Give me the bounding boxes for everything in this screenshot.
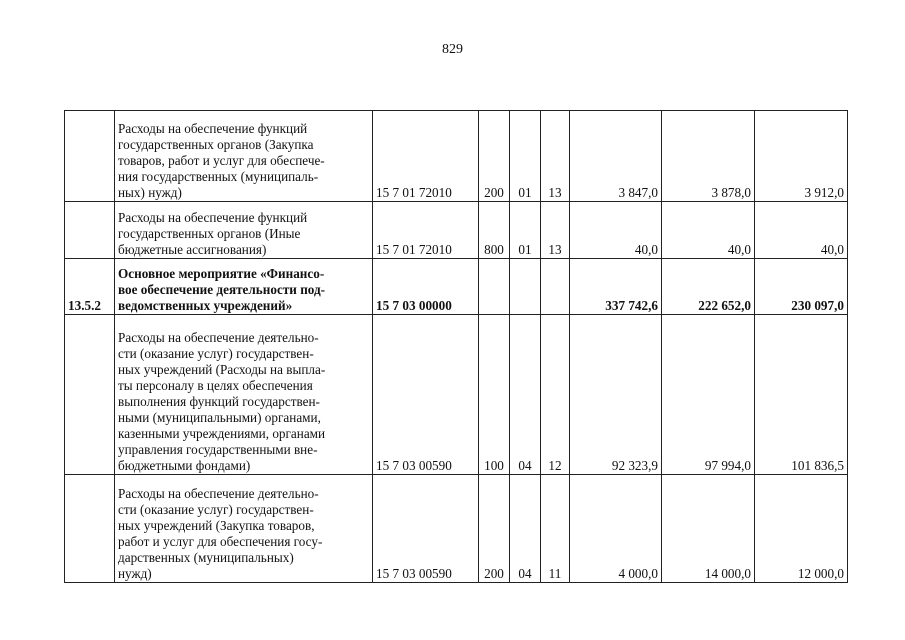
expense-type-code: 100 [479, 315, 510, 475]
amount-year-1: 3 847,0 [570, 111, 662, 202]
amount-year-1: 92 323,9 [570, 315, 662, 475]
expense-type-code [479, 259, 510, 315]
table-row [65, 111, 848, 202]
target-article-code: 15 7 03 00000 [373, 259, 479, 315]
budget-table [64, 110, 848, 583]
amount-year-1: 4 000,0 [570, 475, 662, 583]
table-row [65, 202, 848, 259]
row-name: Основное мероприятие «Финансо- вое обеспечение деятельности под- ведомственных учреждений» [115, 259, 373, 315]
target-article-code: 15 7 01 72010 [373, 202, 479, 259]
amount-year-1: 40,0 [570, 202, 662, 259]
row-number [65, 475, 115, 583]
section-code [510, 259, 541, 315]
amount-year-3: 3 912,0 [755, 111, 848, 202]
page-number: 829 [442, 42, 463, 57]
subsection-code: 11 [541, 475, 570, 583]
section-code: 01 [510, 202, 541, 259]
target-article-code: 15 7 01 72010 [373, 111, 479, 202]
row-name: Расходы на обеспечение функций государственных органов (Закупка товаров, работ и услуг для обеспече- ния государственных (муниципаль- ных) нужд) [115, 111, 373, 202]
subsection-code [541, 259, 570, 315]
subsection-code: 13 [541, 111, 570, 202]
expense-type-code: 800 [479, 202, 510, 259]
amount-year-3: 230 097,0 [755, 259, 848, 315]
amount-year-3: 101 836,5 [755, 315, 848, 475]
row-number [65, 202, 115, 259]
row-name: Расходы на обеспечение деятельно- сти (оказание услуг) государствен- ных учреждений (Закупка товаров, работ и услуг для обеспечения госу- дарственных (муниципальных) нужд) [115, 475, 373, 583]
expense-type-code: 200 [479, 111, 510, 202]
table-row [65, 475, 848, 583]
expense-type-code: 200 [479, 475, 510, 583]
row-name: Расходы на обеспечение функций государственных органов (Иные бюджетные ассигнования) [115, 202, 373, 259]
amount-year-2: 97 994,0 [662, 315, 755, 475]
subsection-code: 13 [541, 202, 570, 259]
table-row [65, 259, 848, 315]
row-number [65, 315, 115, 475]
amount-year-3: 12 000,0 [755, 475, 848, 583]
amount-year-2: 14 000,0 [662, 475, 755, 583]
target-article-code: 15 7 03 00590 [373, 475, 479, 583]
amount-year-1: 337 742,6 [570, 259, 662, 315]
row-name: Расходы на обеспечение деятельно- сти (оказание услуг) государствен- ных учреждений (Расходы на выпла- ты персоналу в целях обеспечения выполнения функций государствен- ными (муниципальными) органами, казенными учреждениями, органами управления государственными вне- бюджетными фондами) [115, 315, 373, 475]
subsection-code: 12 [541, 315, 570, 475]
section-code: 04 [510, 475, 541, 583]
row-number [65, 111, 115, 202]
amount-year-2: 3 878,0 [662, 111, 755, 202]
amount-year-2: 222 652,0 [662, 259, 755, 315]
target-article-code: 15 7 03 00590 [373, 315, 479, 475]
section-code: 04 [510, 315, 541, 475]
amount-year-2: 40,0 [662, 202, 755, 259]
amount-year-3: 40,0 [755, 202, 848, 259]
table-row [65, 315, 848, 475]
section-code: 01 [510, 111, 541, 202]
row-number: 13.5.2 [65, 259, 115, 315]
